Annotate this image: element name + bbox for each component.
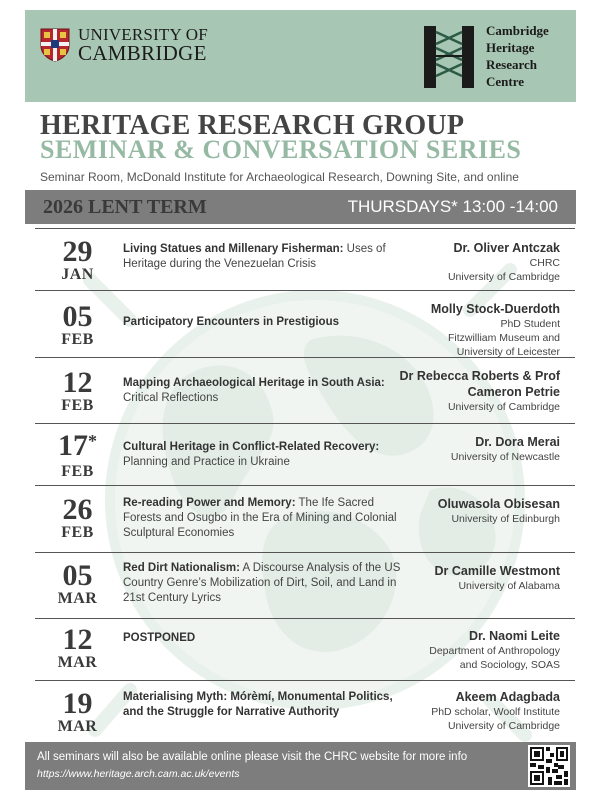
event-title-bold: Mapping Archaeological Heritage in South Asia: [123, 377, 385, 389]
event-day: 19 [62, 687, 93, 720]
event-speaker [370, 628, 560, 672]
event-date [35, 300, 120, 349]
chrc-word-research: Research [486, 57, 538, 72]
university-line2: CAMBRIDGE [78, 41, 207, 65]
page-subtitle: SEMINAR & CONVERSATION SERIES [40, 135, 522, 164]
event-speaker [370, 496, 560, 526]
event-day [35, 429, 120, 463]
event-separator [35, 423, 575, 424]
event-day: 29 [62, 235, 93, 268]
event-day-star: * [88, 431, 97, 451]
speaker-affiliation: PhD Student [500, 318, 560, 330]
event-day-number: 17 [58, 429, 88, 462]
event-title-rest: Planning and Practice in Ukraine [123, 456, 290, 468]
speaker-affiliation: University of Cambridge [447, 720, 560, 732]
event-title-bold: Participatory Encounters in Prestigious [123, 316, 339, 328]
event-speaker [370, 563, 560, 593]
speaker-affiliation: PhD scholar, Woolf Institute [431, 706, 560, 718]
event-date [35, 559, 120, 608]
qr-code[interactable] [528, 745, 570, 787]
event-month: JAN [61, 266, 94, 283]
event-month: MAR [57, 654, 98, 671]
speaker-affiliation: University of Edinburgh [451, 513, 560, 525]
event-separator [35, 485, 575, 486]
time-label: THURSDAYS* 13:00 -14:00 [347, 197, 558, 216]
chrc-logo[interactable] [420, 22, 549, 92]
event-date [35, 235, 120, 284]
event-title-bold: Materialising Myth: Mórèmí, Monumental Politics, and the Struggle for Narrative Authority [123, 691, 393, 718]
event-separator [35, 552, 575, 553]
speaker-name: Dr. Dora Merai [475, 435, 560, 449]
chrc-word-centre: Centre [486, 74, 525, 89]
event-day: 12 [62, 366, 93, 399]
event-title-bold: Re-reading Power and Memory: [123, 497, 296, 509]
speaker-affiliation: and Sociology, SOAS [459, 659, 560, 671]
event-month: MAR [57, 718, 98, 735]
speaker-name: Molly Stock-Duerdoth [430, 302, 560, 316]
event-date [35, 366, 120, 415]
event-day: 12 [62, 623, 93, 656]
footer-note: All seminars will also be available online please visit the CHRC website for more info [37, 751, 468, 763]
event-date [35, 429, 120, 481]
chrc-word-heritage: Heritage [486, 40, 535, 55]
university-line1: UNIVERSITY OF [78, 25, 208, 44]
event-speaker [370, 240, 560, 284]
university-logo[interactable] [40, 26, 208, 64]
chrc-wordmark [486, 22, 549, 90]
event-speaker [370, 368, 560, 414]
event-title-rest: Critical Reflections [123, 392, 219, 404]
event-title-bold: Living Statues and Millenary Fisherman: [123, 243, 344, 255]
event-title-rest: Uses of Heritage during the Venezuelan Crisis [123, 243, 386, 270]
speaker-name: Dr Camille Westmont [434, 564, 560, 578]
speaker-affiliation: CHRC [529, 257, 560, 269]
event-speaker [370, 434, 560, 464]
event-month: MAR [57, 590, 98, 607]
speaker-affiliation: University of Cambridge [447, 271, 560, 283]
speaker-affiliation: University of Newcastle [450, 451, 560, 463]
speaker-name: Dr. Naomi Leite [469, 629, 560, 643]
speaker-affiliation: University of Cambridge [447, 401, 560, 413]
event-separator [35, 228, 575, 229]
speaker-affiliation: University of Alabama [458, 580, 560, 592]
event-title-bold: POSTPONED [123, 632, 196, 644]
event-date [35, 623, 120, 672]
event-title-rest: The Ife Sacred Forests and Osugbo in the Era of Mining and Colonial Sculptural Economies [123, 497, 397, 539]
event-title-rest: A Discourse Analysis of the US Country Genre’s Mobilization of Dirt, Soil, and Land in 21st Century Lyrics [123, 562, 401, 604]
event-day: 26 [62, 493, 93, 526]
speaker-name: Akeem Adagbada [455, 690, 560, 704]
speaker-name: Dr Rebecca Roberts & Prof Cameron Petrie [399, 369, 560, 399]
chrc-logo-icon [420, 22, 478, 92]
event-day: 05 [62, 559, 93, 592]
chrc-word-cambridge: Cambridge [486, 23, 549, 38]
term-label: 2026 LENT TERM [43, 195, 207, 218]
university-shield-icon [40, 28, 70, 62]
event-date [35, 687, 120, 736]
event-title-bold: Red Dirt Nationalism: [123, 562, 240, 574]
speaker-name: Dr. Oliver Antczak [453, 241, 560, 255]
event-separator [35, 290, 575, 291]
event-separator [35, 680, 575, 681]
university-wordmark [78, 26, 208, 64]
event-month: FEB [61, 397, 94, 414]
speaker-name: Oluwasola Obisesan [437, 497, 560, 511]
event-separator [35, 618, 575, 619]
speaker-affiliation: Department of Anthropology [429, 645, 560, 657]
venue-text: Seminar Room, McDonald Institute for Archaeological Research, Downing Site, and online [40, 170, 519, 184]
event-month: FEB [61, 524, 94, 541]
page-title: HERITAGE RESEARCH GROUP [40, 110, 465, 141]
speaker-affiliation: University of Leicester [456, 346, 560, 358]
event-speaker [370, 689, 560, 733]
event-title-bold: Cultural Heritage in Conflict-Related Recovery: [123, 441, 380, 453]
footer-bar [25, 742, 576, 790]
event-month: FEB [61, 463, 94, 480]
speaker-affiliation: Fitzwilliam Museum and [447, 332, 560, 344]
event-month: FEB [61, 331, 94, 348]
footer-url-link[interactable]: https://www.heritage.arch.cam.ac.uk/events [37, 768, 240, 780]
event-speaker [370, 301, 560, 359]
event-date [35, 493, 120, 542]
event-day: 05 [62, 300, 93, 333]
term-bar [25, 190, 576, 224]
